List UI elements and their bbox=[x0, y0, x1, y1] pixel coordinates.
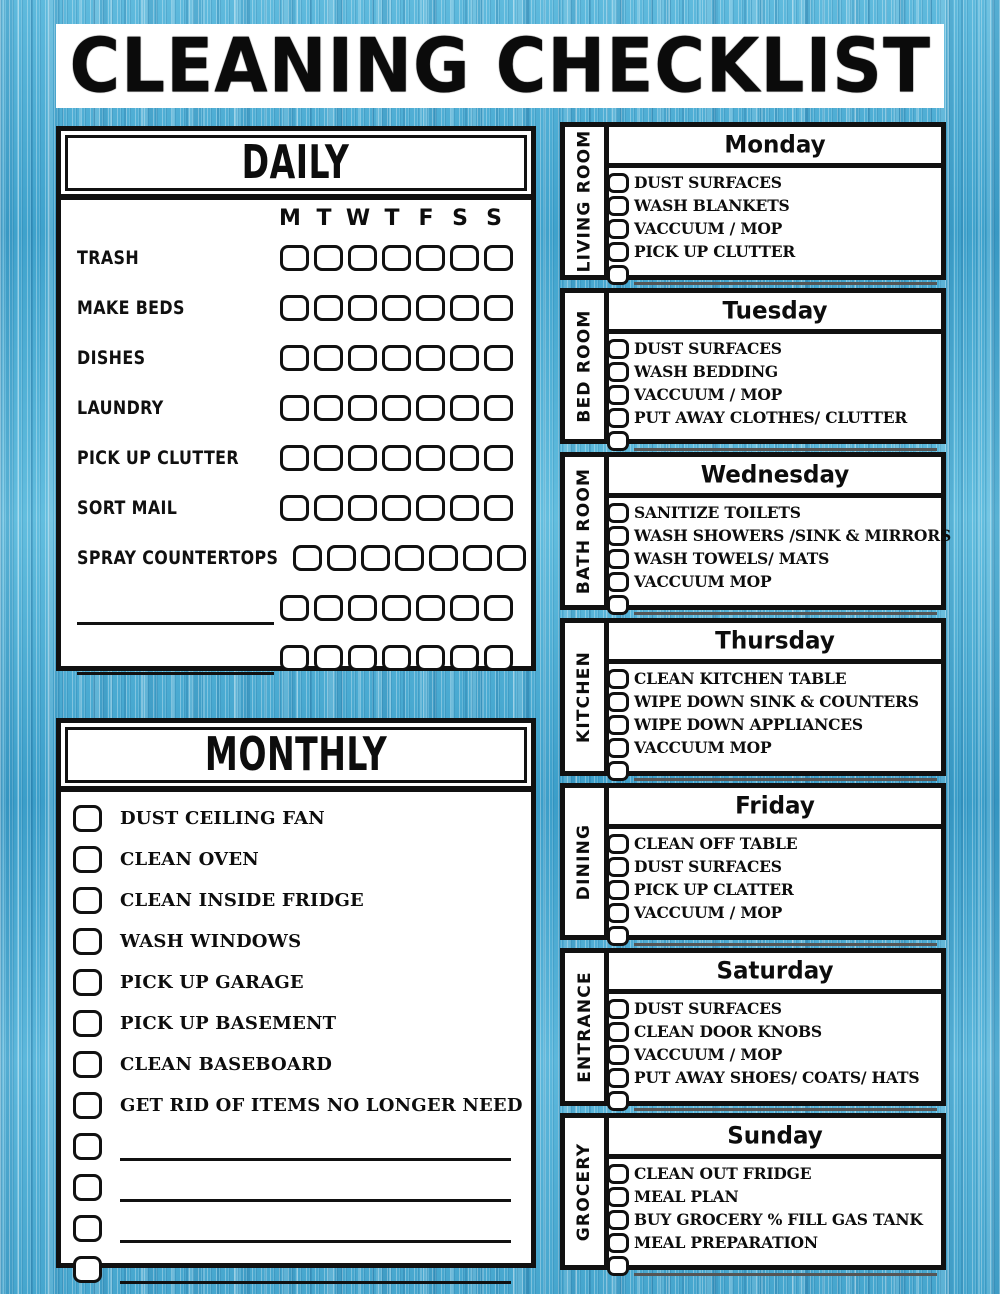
weekday-card-saturday bbox=[560, 948, 946, 1106]
day-task-row bbox=[609, 1162, 941, 1185]
daily-checkbox[interactable] bbox=[450, 495, 479, 521]
weekday-card-wednesday bbox=[560, 452, 951, 610]
day-header bbox=[609, 1118, 941, 1159]
daily-checkbox[interactable] bbox=[314, 645, 343, 671]
daily-checkbox[interactable] bbox=[280, 645, 309, 671]
room-label: GROCERY bbox=[574, 1142, 595, 1241]
day-task-label: CLEAN DOOR KNOBS bbox=[634, 1022, 822, 1041]
daily-task-label: SORT MAIL bbox=[77, 497, 178, 519]
daily-day-letter: S bbox=[486, 206, 502, 231]
daily-section bbox=[56, 126, 536, 671]
day-checkbox[interactable] bbox=[607, 1256, 629, 1276]
day-task-list bbox=[609, 498, 951, 616]
day-content-column bbox=[609, 1118, 941, 1265]
day-task-label: WASH TOWELS/ MATS bbox=[634, 549, 830, 568]
daily-checkbox[interactable] bbox=[348, 245, 377, 271]
day-task-label: WASH BEDDING bbox=[634, 362, 778, 381]
day-checkbox[interactable] bbox=[607, 385, 629, 405]
day-content-column bbox=[609, 788, 941, 935]
day-checkbox[interactable] bbox=[607, 572, 629, 592]
day-checkbox[interactable] bbox=[607, 715, 629, 735]
daily-day-letter: M bbox=[279, 206, 301, 231]
monthly-checkbox[interactable] bbox=[73, 1256, 102, 1283]
monthly-heading: MONTHLY bbox=[204, 728, 388, 782]
daily-day-letter: T bbox=[384, 206, 400, 231]
day-blank-row bbox=[609, 1254, 941, 1277]
daily-checkbox[interactable] bbox=[348, 445, 377, 471]
daily-checkbox[interactable] bbox=[416, 445, 445, 471]
day-task-list bbox=[609, 664, 941, 782]
weekday-card-thursday bbox=[560, 618, 946, 776]
day-checkbox[interactable] bbox=[607, 669, 629, 689]
day-checkbox[interactable] bbox=[607, 999, 629, 1019]
day-task-label: DUST SURFACES bbox=[634, 339, 782, 358]
day-task-row bbox=[609, 570, 941, 593]
daily-task-row bbox=[77, 333, 513, 383]
monthly-item-row bbox=[73, 1126, 517, 1167]
day-checkbox[interactable] bbox=[607, 1022, 629, 1042]
monthly-writein-line[interactable] bbox=[120, 1198, 511, 1202]
daily-checkbox[interactable] bbox=[348, 645, 377, 671]
daily-checkbox[interactable] bbox=[497, 545, 526, 571]
day-name: Sunday bbox=[727, 1122, 823, 1150]
day-task-row bbox=[609, 1231, 941, 1254]
monthly-checkbox[interactable] bbox=[73, 1051, 102, 1078]
day-task-row bbox=[609, 547, 941, 570]
daily-checkbox[interactable] bbox=[416, 595, 445, 621]
day-task-row bbox=[609, 501, 941, 524]
monthly-item-rows bbox=[61, 792, 531, 1290]
day-content-column bbox=[609, 457, 951, 605]
day-checkbox[interactable] bbox=[607, 431, 629, 451]
day-task-row bbox=[609, 690, 941, 713]
day-writein-line[interactable] bbox=[634, 1273, 937, 1276]
day-writein-line[interactable] bbox=[634, 282, 937, 285]
day-task-label: VACCUUM / MOP bbox=[634, 1045, 783, 1064]
monthly-item-row bbox=[73, 1167, 517, 1208]
day-checkbox[interactable] bbox=[607, 903, 629, 923]
day-name: Friday bbox=[735, 792, 815, 820]
day-blank-row bbox=[609, 1089, 941, 1112]
day-task-list bbox=[609, 1159, 941, 1277]
day-name: Wednesday bbox=[700, 461, 850, 489]
weekday-card-tuesday bbox=[560, 288, 946, 444]
day-header bbox=[609, 457, 941, 498]
day-task-label: PICK UP CLUTTER bbox=[634, 242, 796, 261]
room-label: LIVING ROOM bbox=[574, 129, 595, 273]
monthly-item-label: GET RID OF ITEMS NO LONGER NEED bbox=[120, 1095, 523, 1116]
day-blank-row bbox=[609, 759, 941, 782]
monthly-checkbox[interactable] bbox=[73, 1010, 102, 1037]
daily-task-label: DISHES bbox=[77, 347, 146, 369]
monthly-item-label: CLEAN BASEBOARD bbox=[120, 1054, 333, 1075]
daily-checkbox[interactable] bbox=[293, 545, 322, 571]
monthly-item-row bbox=[73, 1085, 523, 1126]
monthly-item-row bbox=[73, 962, 517, 1003]
day-task-row bbox=[609, 667, 941, 690]
monthly-item-row bbox=[73, 798, 517, 839]
day-checkbox[interactable] bbox=[607, 219, 629, 239]
day-task-label: VACCUUM / MOP bbox=[634, 219, 783, 238]
day-task-row bbox=[609, 383, 941, 406]
day-checkbox[interactable] bbox=[607, 362, 629, 382]
day-task-row bbox=[609, 171, 941, 194]
daily-checkbox[interactable] bbox=[348, 295, 377, 321]
day-task-label: CLEAN OUT FRIDGE bbox=[634, 1164, 812, 1183]
daily-checkbox[interactable] bbox=[484, 395, 513, 421]
day-checkbox[interactable] bbox=[607, 196, 629, 216]
day-header bbox=[609, 953, 941, 994]
day-task-label: WASH SHOWERS /SINK & MIRRORS bbox=[634, 526, 951, 545]
day-task-row bbox=[609, 713, 941, 736]
day-checkbox[interactable] bbox=[607, 857, 629, 877]
weekday-card-sunday bbox=[560, 1113, 946, 1270]
daily-checkbox[interactable] bbox=[395, 545, 424, 571]
day-header bbox=[609, 788, 941, 829]
daily-checkbox[interactable] bbox=[382, 395, 411, 421]
room-label: KITCHEN bbox=[574, 650, 595, 744]
daily-day-letter: F bbox=[418, 206, 434, 231]
day-checkbox[interactable] bbox=[607, 526, 629, 546]
daily-task-row bbox=[77, 383, 513, 433]
daily-checkbox[interactable] bbox=[382, 445, 411, 471]
monthly-item-row bbox=[73, 1249, 517, 1290]
day-task-row bbox=[609, 406, 941, 429]
daily-body bbox=[61, 200, 531, 683]
monthly-checkbox[interactable] bbox=[73, 969, 102, 996]
daily-checkbox-group bbox=[280, 495, 513, 521]
monthly-checkbox[interactable] bbox=[73, 846, 102, 873]
day-task-label: WIPE DOWN SINK & COUNTERS bbox=[634, 692, 919, 711]
room-label-column bbox=[565, 457, 609, 605]
daily-task-row bbox=[77, 483, 513, 533]
day-task-list bbox=[609, 994, 941, 1112]
daily-task-label: LAUNDRY bbox=[77, 397, 164, 419]
daily-checkbox[interactable] bbox=[348, 595, 377, 621]
daily-checkbox[interactable] bbox=[463, 545, 492, 571]
daily-checkbox[interactable] bbox=[416, 345, 445, 371]
daily-checkbox[interactable] bbox=[416, 495, 445, 521]
daily-checkbox[interactable] bbox=[484, 445, 513, 471]
monthly-checkbox[interactable] bbox=[73, 928, 102, 955]
daily-checkbox[interactable] bbox=[348, 495, 377, 521]
monthly-checkbox[interactable] bbox=[73, 805, 102, 832]
monthly-item-row bbox=[73, 921, 517, 962]
daily-checkbox[interactable] bbox=[314, 595, 343, 621]
daily-day-letter: S bbox=[452, 206, 468, 231]
daily-checkbox[interactable] bbox=[314, 295, 343, 321]
day-task-row bbox=[609, 1043, 941, 1066]
day-blank-row bbox=[609, 593, 941, 616]
daily-task-row bbox=[77, 583, 513, 633]
day-task-row bbox=[609, 832, 941, 855]
day-task-label: CLEAN OFF TABLE bbox=[634, 834, 798, 853]
day-checkbox[interactable] bbox=[607, 1164, 629, 1184]
daily-checkbox[interactable] bbox=[416, 645, 445, 671]
monthly-section bbox=[56, 718, 536, 1268]
day-name: Saturday bbox=[716, 957, 834, 985]
day-task-label: CLEAN KITCHEN TABLE bbox=[634, 669, 847, 688]
daily-task-row bbox=[77, 233, 513, 283]
daily-checkbox[interactable] bbox=[450, 445, 479, 471]
monthly-checkbox[interactable] bbox=[73, 887, 102, 914]
day-checkbox[interactable] bbox=[607, 880, 629, 900]
day-task-label: VACCUUM / MOP bbox=[634, 385, 783, 404]
day-blank-row bbox=[609, 429, 941, 452]
daily-checkbox-group bbox=[280, 295, 513, 321]
daily-checkbox[interactable] bbox=[450, 345, 479, 371]
day-header bbox=[609, 127, 941, 168]
day-task-row bbox=[609, 1020, 941, 1043]
daily-checkbox[interactable] bbox=[280, 595, 309, 621]
monthly-item-row bbox=[73, 839, 517, 880]
weekday-card-monday bbox=[560, 122, 946, 280]
daily-task-row bbox=[77, 633, 513, 683]
daily-writein-line[interactable] bbox=[77, 598, 274, 625]
day-task-row bbox=[609, 878, 941, 901]
daily-checkbox[interactable] bbox=[450, 645, 479, 671]
day-checkbox[interactable] bbox=[607, 549, 629, 569]
daily-checkbox[interactable] bbox=[280, 395, 309, 421]
day-task-row bbox=[609, 736, 941, 759]
daily-checkbox[interactable] bbox=[416, 395, 445, 421]
daily-checkbox[interactable] bbox=[450, 395, 479, 421]
monthly-checkbox[interactable] bbox=[73, 1215, 102, 1242]
day-checkbox[interactable] bbox=[607, 1068, 629, 1088]
day-task-label: SANITIZE TOILETS bbox=[634, 503, 801, 522]
daily-checkbox[interactable] bbox=[450, 595, 479, 621]
day-task-label: WASH BLANKETS bbox=[634, 196, 790, 215]
day-writein-line[interactable] bbox=[634, 943, 937, 946]
day-content-column bbox=[609, 623, 941, 771]
day-task-row bbox=[609, 1185, 941, 1208]
daily-checkbox-group bbox=[280, 345, 513, 371]
page-title: CLEANING CHECKLIST bbox=[69, 24, 931, 108]
monthly-item-row bbox=[73, 1044, 517, 1085]
day-checkbox[interactable] bbox=[607, 265, 629, 285]
day-checkbox[interactable] bbox=[607, 173, 629, 193]
daily-task-row bbox=[77, 533, 513, 583]
monthly-checkbox[interactable] bbox=[73, 1092, 102, 1119]
day-checkbox[interactable] bbox=[607, 1210, 629, 1230]
room-label: ENTRANCE bbox=[574, 971, 595, 1083]
day-writein-line[interactable] bbox=[634, 1108, 937, 1111]
daily-checkbox[interactable] bbox=[314, 245, 343, 271]
daily-checkbox[interactable] bbox=[348, 395, 377, 421]
daily-task-label: PICK UP CLUTTER bbox=[77, 447, 240, 469]
day-task-label: DUST SURFACES bbox=[634, 857, 782, 876]
day-checkbox[interactable] bbox=[607, 408, 629, 428]
day-header bbox=[609, 623, 941, 664]
day-writein-line[interactable] bbox=[634, 448, 937, 451]
room-label-column bbox=[565, 127, 609, 275]
day-task-row bbox=[609, 240, 941, 263]
day-checkbox[interactable] bbox=[607, 1091, 629, 1111]
day-checkbox[interactable] bbox=[607, 503, 629, 523]
day-task-label: MEAL PREPARATION bbox=[634, 1233, 818, 1252]
monthly-writein-line[interactable] bbox=[120, 1280, 511, 1284]
page-title-bar bbox=[56, 24, 944, 108]
daily-checkbox[interactable] bbox=[416, 245, 445, 271]
day-checkbox[interactable] bbox=[607, 595, 629, 615]
day-checkbox[interactable] bbox=[607, 761, 629, 781]
day-checkbox[interactable] bbox=[607, 1233, 629, 1253]
monthly-item-label: WASH WINDOWS bbox=[120, 931, 302, 952]
daily-checkbox-group bbox=[280, 395, 513, 421]
day-content-column bbox=[609, 293, 941, 439]
day-task-label: DUST SURFACES bbox=[634, 999, 782, 1018]
day-name: Monday bbox=[724, 131, 826, 159]
daily-checkbox[interactable] bbox=[484, 245, 513, 271]
day-task-row bbox=[609, 360, 941, 383]
room-label: BATH ROOM bbox=[574, 467, 595, 595]
day-checkbox[interactable] bbox=[607, 738, 629, 758]
monthly-item-label: CLEAN INSIDE FRIDGE bbox=[120, 890, 364, 911]
daily-checkbox[interactable] bbox=[450, 245, 479, 271]
daily-day-letter-row bbox=[77, 206, 513, 231]
daily-heading: DAILY bbox=[242, 136, 350, 190]
daily-checkbox[interactable] bbox=[484, 645, 513, 671]
daily-task-label: TRASH bbox=[77, 247, 140, 269]
daily-checkbox[interactable] bbox=[327, 545, 356, 571]
daily-checkbox-group bbox=[293, 545, 526, 571]
daily-checkbox-group bbox=[280, 645, 513, 671]
daily-task-row bbox=[77, 283, 513, 333]
day-task-label: PICK UP CLATTER bbox=[634, 880, 794, 899]
day-task-row bbox=[609, 217, 941, 240]
room-label-column bbox=[565, 1118, 609, 1265]
daily-checkbox[interactable] bbox=[280, 345, 309, 371]
daily-checkbox[interactable] bbox=[484, 595, 513, 621]
day-checkbox[interactable] bbox=[607, 692, 629, 712]
day-name: Tuesday bbox=[722, 297, 828, 325]
daily-checkbox[interactable] bbox=[314, 495, 343, 521]
day-checkbox[interactable] bbox=[607, 926, 629, 946]
day-task-label: BUY GROCERY % FILL GAS TANK bbox=[634, 1210, 923, 1229]
daily-checkbox[interactable] bbox=[382, 295, 411, 321]
monthly-item-label: PICK UP BASEMENT bbox=[120, 1013, 337, 1034]
day-checkbox[interactable] bbox=[607, 242, 629, 262]
day-header bbox=[609, 293, 941, 334]
day-task-row bbox=[609, 997, 941, 1020]
day-task-row bbox=[609, 855, 941, 878]
daily-task-label: MAKE BEDS bbox=[77, 297, 185, 319]
room-label-column bbox=[565, 788, 609, 935]
day-content-column bbox=[609, 127, 941, 275]
day-task-label: MEAL PLAN bbox=[634, 1187, 739, 1206]
monthly-item-label: PICK UP GARAGE bbox=[120, 972, 304, 993]
daily-checkbox[interactable] bbox=[382, 345, 411, 371]
day-blank-row bbox=[609, 263, 941, 286]
daily-checkbox[interactable] bbox=[348, 345, 377, 371]
daily-checkbox[interactable] bbox=[484, 345, 513, 371]
monthly-item-row bbox=[73, 880, 517, 921]
daily-checkbox[interactable] bbox=[484, 295, 513, 321]
monthly-checkbox[interactable] bbox=[73, 1174, 102, 1201]
day-task-row bbox=[609, 337, 941, 360]
day-checkbox[interactable] bbox=[607, 1187, 629, 1207]
day-content-column bbox=[609, 953, 941, 1101]
daily-checkbox[interactable] bbox=[382, 645, 411, 671]
daily-heading-bar bbox=[65, 135, 527, 191]
monthly-checkbox[interactable] bbox=[73, 1133, 102, 1160]
day-task-label: WIPE DOWN APPLIANCES bbox=[634, 715, 863, 734]
day-task-label: VACCUUM MOP bbox=[634, 738, 772, 757]
daily-checkbox[interactable] bbox=[429, 545, 458, 571]
daily-checkbox[interactable] bbox=[382, 595, 411, 621]
daily-checkbox[interactable] bbox=[314, 445, 343, 471]
day-task-list bbox=[609, 829, 941, 947]
room-label-column bbox=[565, 293, 609, 439]
daily-task-label: SPRAY COUNTERTOPS bbox=[77, 547, 279, 569]
room-label-column bbox=[565, 953, 609, 1101]
day-writein-line[interactable] bbox=[634, 778, 937, 781]
daily-checkbox[interactable] bbox=[382, 245, 411, 271]
daily-writein-line[interactable] bbox=[77, 648, 274, 675]
daily-checkbox[interactable] bbox=[382, 495, 411, 521]
day-name: Thursday bbox=[715, 627, 835, 655]
day-task-list bbox=[609, 334, 941, 452]
day-writein-line[interactable] bbox=[634, 612, 937, 615]
daily-checkbox-group bbox=[280, 245, 513, 271]
room-label: BED ROOM bbox=[574, 309, 595, 423]
day-task-row bbox=[609, 524, 951, 547]
daily-checkbox[interactable] bbox=[361, 545, 390, 571]
daily-checkbox[interactable] bbox=[314, 345, 343, 371]
day-task-row bbox=[609, 1208, 941, 1231]
day-task-row bbox=[609, 1066, 941, 1089]
day-task-row bbox=[609, 194, 941, 217]
day-task-label: VACCUUM MOP bbox=[634, 572, 772, 591]
daily-checkbox[interactable] bbox=[280, 445, 309, 471]
monthly-writein-line[interactable] bbox=[120, 1157, 511, 1161]
monthly-item-label: DUST CEILING FAN bbox=[120, 808, 325, 829]
daily-day-letter: T bbox=[316, 206, 332, 231]
daily-checkbox[interactable] bbox=[450, 295, 479, 321]
day-checkbox[interactable] bbox=[607, 339, 629, 359]
monthly-writein-line[interactable] bbox=[120, 1239, 511, 1243]
day-checkbox[interactable] bbox=[607, 1045, 629, 1065]
monthly-item-label: CLEAN OVEN bbox=[120, 849, 259, 870]
monthly-item-row bbox=[73, 1003, 517, 1044]
day-task-label: VACCUUM / MOP bbox=[634, 903, 783, 922]
daily-checkbox[interactable] bbox=[314, 395, 343, 421]
room-label-column bbox=[565, 623, 609, 771]
monthly-heading-bar bbox=[65, 727, 527, 783]
daily-checkbox-group bbox=[280, 445, 513, 471]
daily-task-rows bbox=[77, 233, 513, 683]
daily-checkbox[interactable] bbox=[280, 245, 309, 271]
room-label: DINING bbox=[574, 823, 595, 900]
weekday-card-friday bbox=[560, 783, 946, 940]
daily-day-letter: W bbox=[345, 206, 371, 231]
day-task-label: PUT AWAY SHOES/ COATS/ HATS bbox=[634, 1068, 920, 1087]
day-task-label: PUT AWAY CLOTHES/ CLUTTER bbox=[634, 408, 908, 427]
daily-checkbox[interactable] bbox=[280, 495, 309, 521]
daily-checkbox[interactable] bbox=[280, 295, 309, 321]
daily-task-row bbox=[77, 433, 513, 483]
daily-checkbox-group bbox=[280, 595, 513, 621]
day-task-label: DUST SURFACES bbox=[634, 173, 782, 192]
day-task-list bbox=[609, 168, 941, 286]
day-checkbox[interactable] bbox=[607, 834, 629, 854]
daily-checkbox[interactable] bbox=[416, 295, 445, 321]
day-blank-row bbox=[609, 924, 941, 947]
day-task-row bbox=[609, 901, 941, 924]
daily-checkbox[interactable] bbox=[484, 495, 513, 521]
monthly-item-row bbox=[73, 1208, 517, 1249]
